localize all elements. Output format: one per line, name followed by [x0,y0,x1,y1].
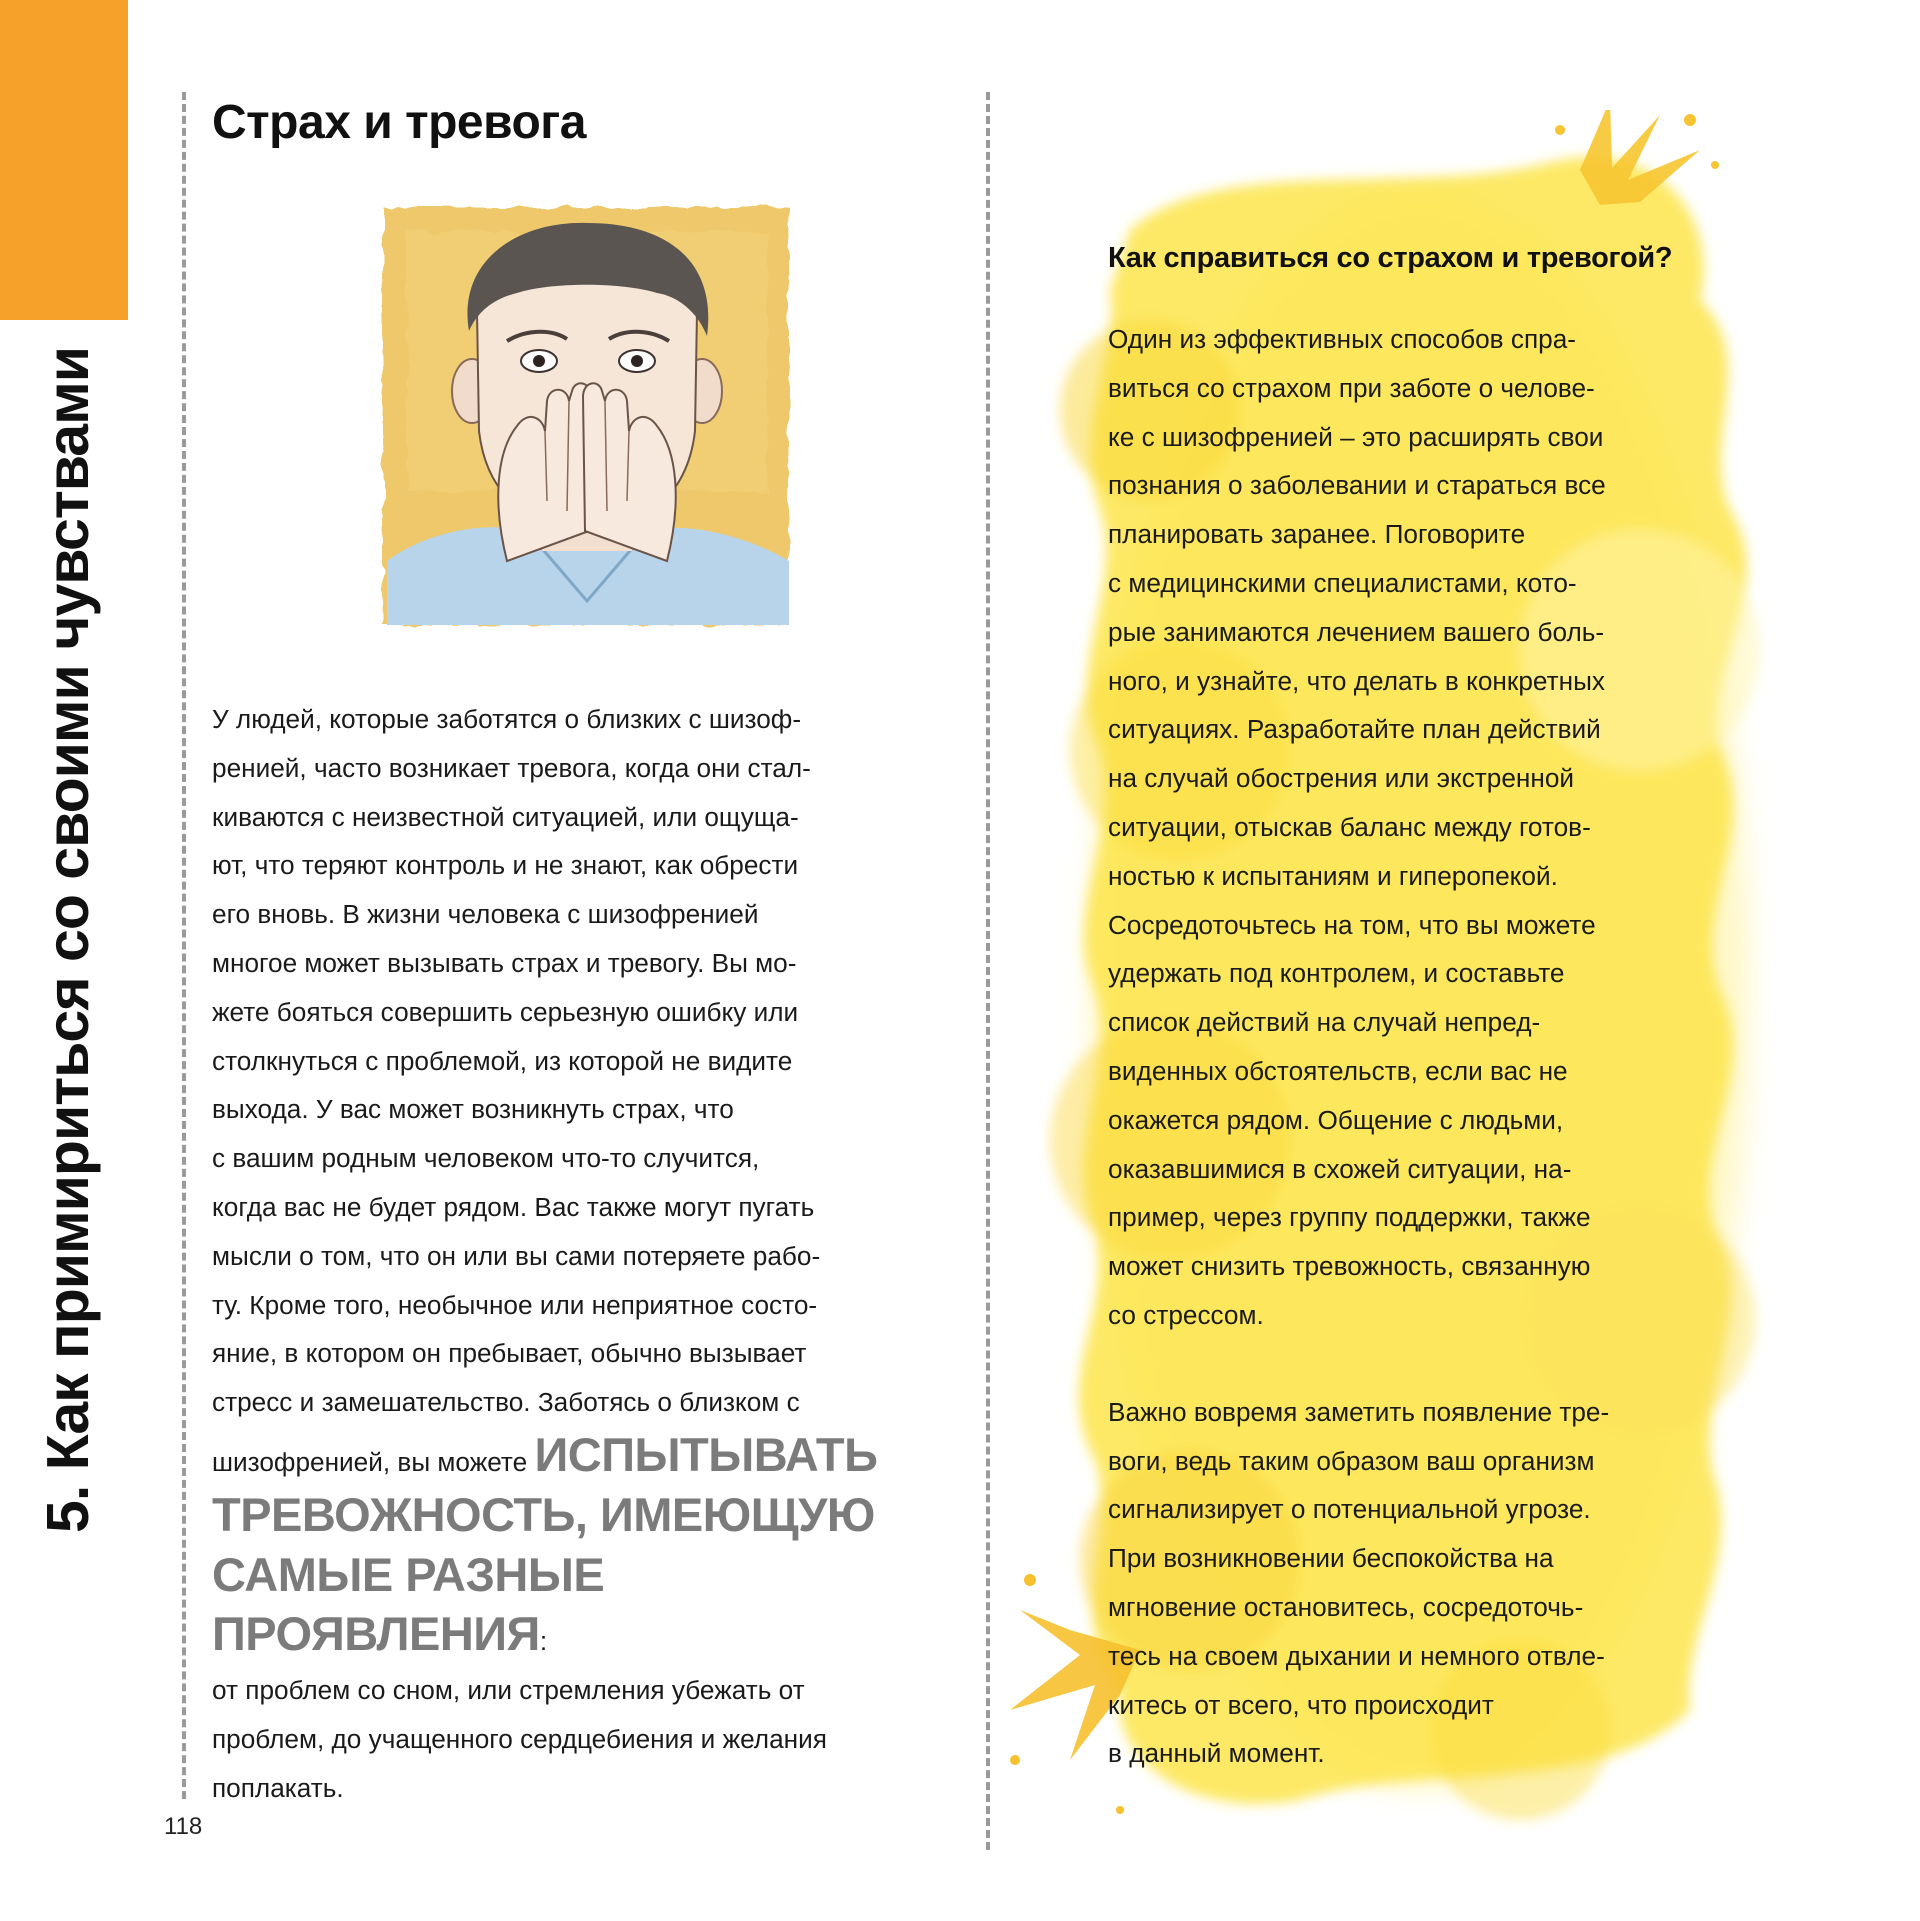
coping-paragraph-1: Один из эффективных способов спра- виться со страхом при заботе о челове- ке с шизофренией – это расширять свои познания о заболевании и стараться все планировать заранее. Поговорите с медицинскими специалистами, кото- рые занимаются лечением вашего боль- ного, и узнайте, что делать в конкретных ситуациях. Разработайте план действий на случай обострения или экстренной ситуации, отыскав баланс между готов- ностью к испытаниям и гиперопекой. Сосредоточьтесь на том, что вы можете удержать под контролем, и составьте список действий на случай непред- виденных обстоятельств, если вас не окажется рядом. Общение с людьми, оказавшимися в схожей ситуации, на- пример, через группу поддержки, также может снизить тревожность, связанную со стрессом. [1108,324,1606,1330]
left-divider [182,92,186,1799]
intro-text-continued: : от проблем со сном, или стремления убежать от проблем, до учащенного сердцебиения и желания поплакать. [212,1626,827,1803]
coping-heading: Как справиться со страхом и тревогой? [1108,242,1673,274]
coping-paragraph-2: Важно вовремя заметить появление тре- воги, ведь таким образом ваш организм сигнализирует о потенциальной угрозе. При возникновении беспокойства на мгновение остановитесь, сосредоточь- тесь на своем дыхании и немного отвле- китесь от всего, что происходит в данный момент. [1108,1396,1610,1769]
page-number: 118 [164,1813,203,1840]
man-covering-face-illustration [377,201,795,631]
intro-paragraph [212,695,942,1813]
section-title: Страх и тревога [212,96,586,149]
chapter-title: 5. Как примириться со своими чувствами [35,347,101,1533]
right-column [1108,242,1708,1778]
chapter-tab [0,0,128,320]
intro-text: У людей, которые заботятся о близких с шизоф- ренией, часто возникает тревога, когда они стал- киваются с неизвестной ситуацией, или ощуща- ют, что теряют контроль и не знают, как обрести его вновь. В жизни человека с шизофренией многое может вызывать страх и тревогу. Вы мо- жете бояться совершить серьезную ошибку или столкнуться с проблемой, из которой не видите выхода. У вас может возникнуть страх, что с вашим родным человеком что-то случится, когда вас не будет рядом. Вас также могут пугать мысли о том, что он или вы сами потеряете рабо- ту. Кроме того, необычное или неприятное состо- яние, в котором он пребывает, обычно вызывает стресс и замешательство. Заботясь о близком с шизофренией, вы можете [212,704,821,1477]
emphasis-callout: ИСПЫТЫВАТЬ ТРЕВОЖНОСТЬ, ИМЕЮЩУЮ САМЫЕ РАЗНЫЕ ПРОЯВЛЕНИЯ [212,1427,878,1661]
left-column [212,95,942,1803]
center-divider [986,92,990,1850]
